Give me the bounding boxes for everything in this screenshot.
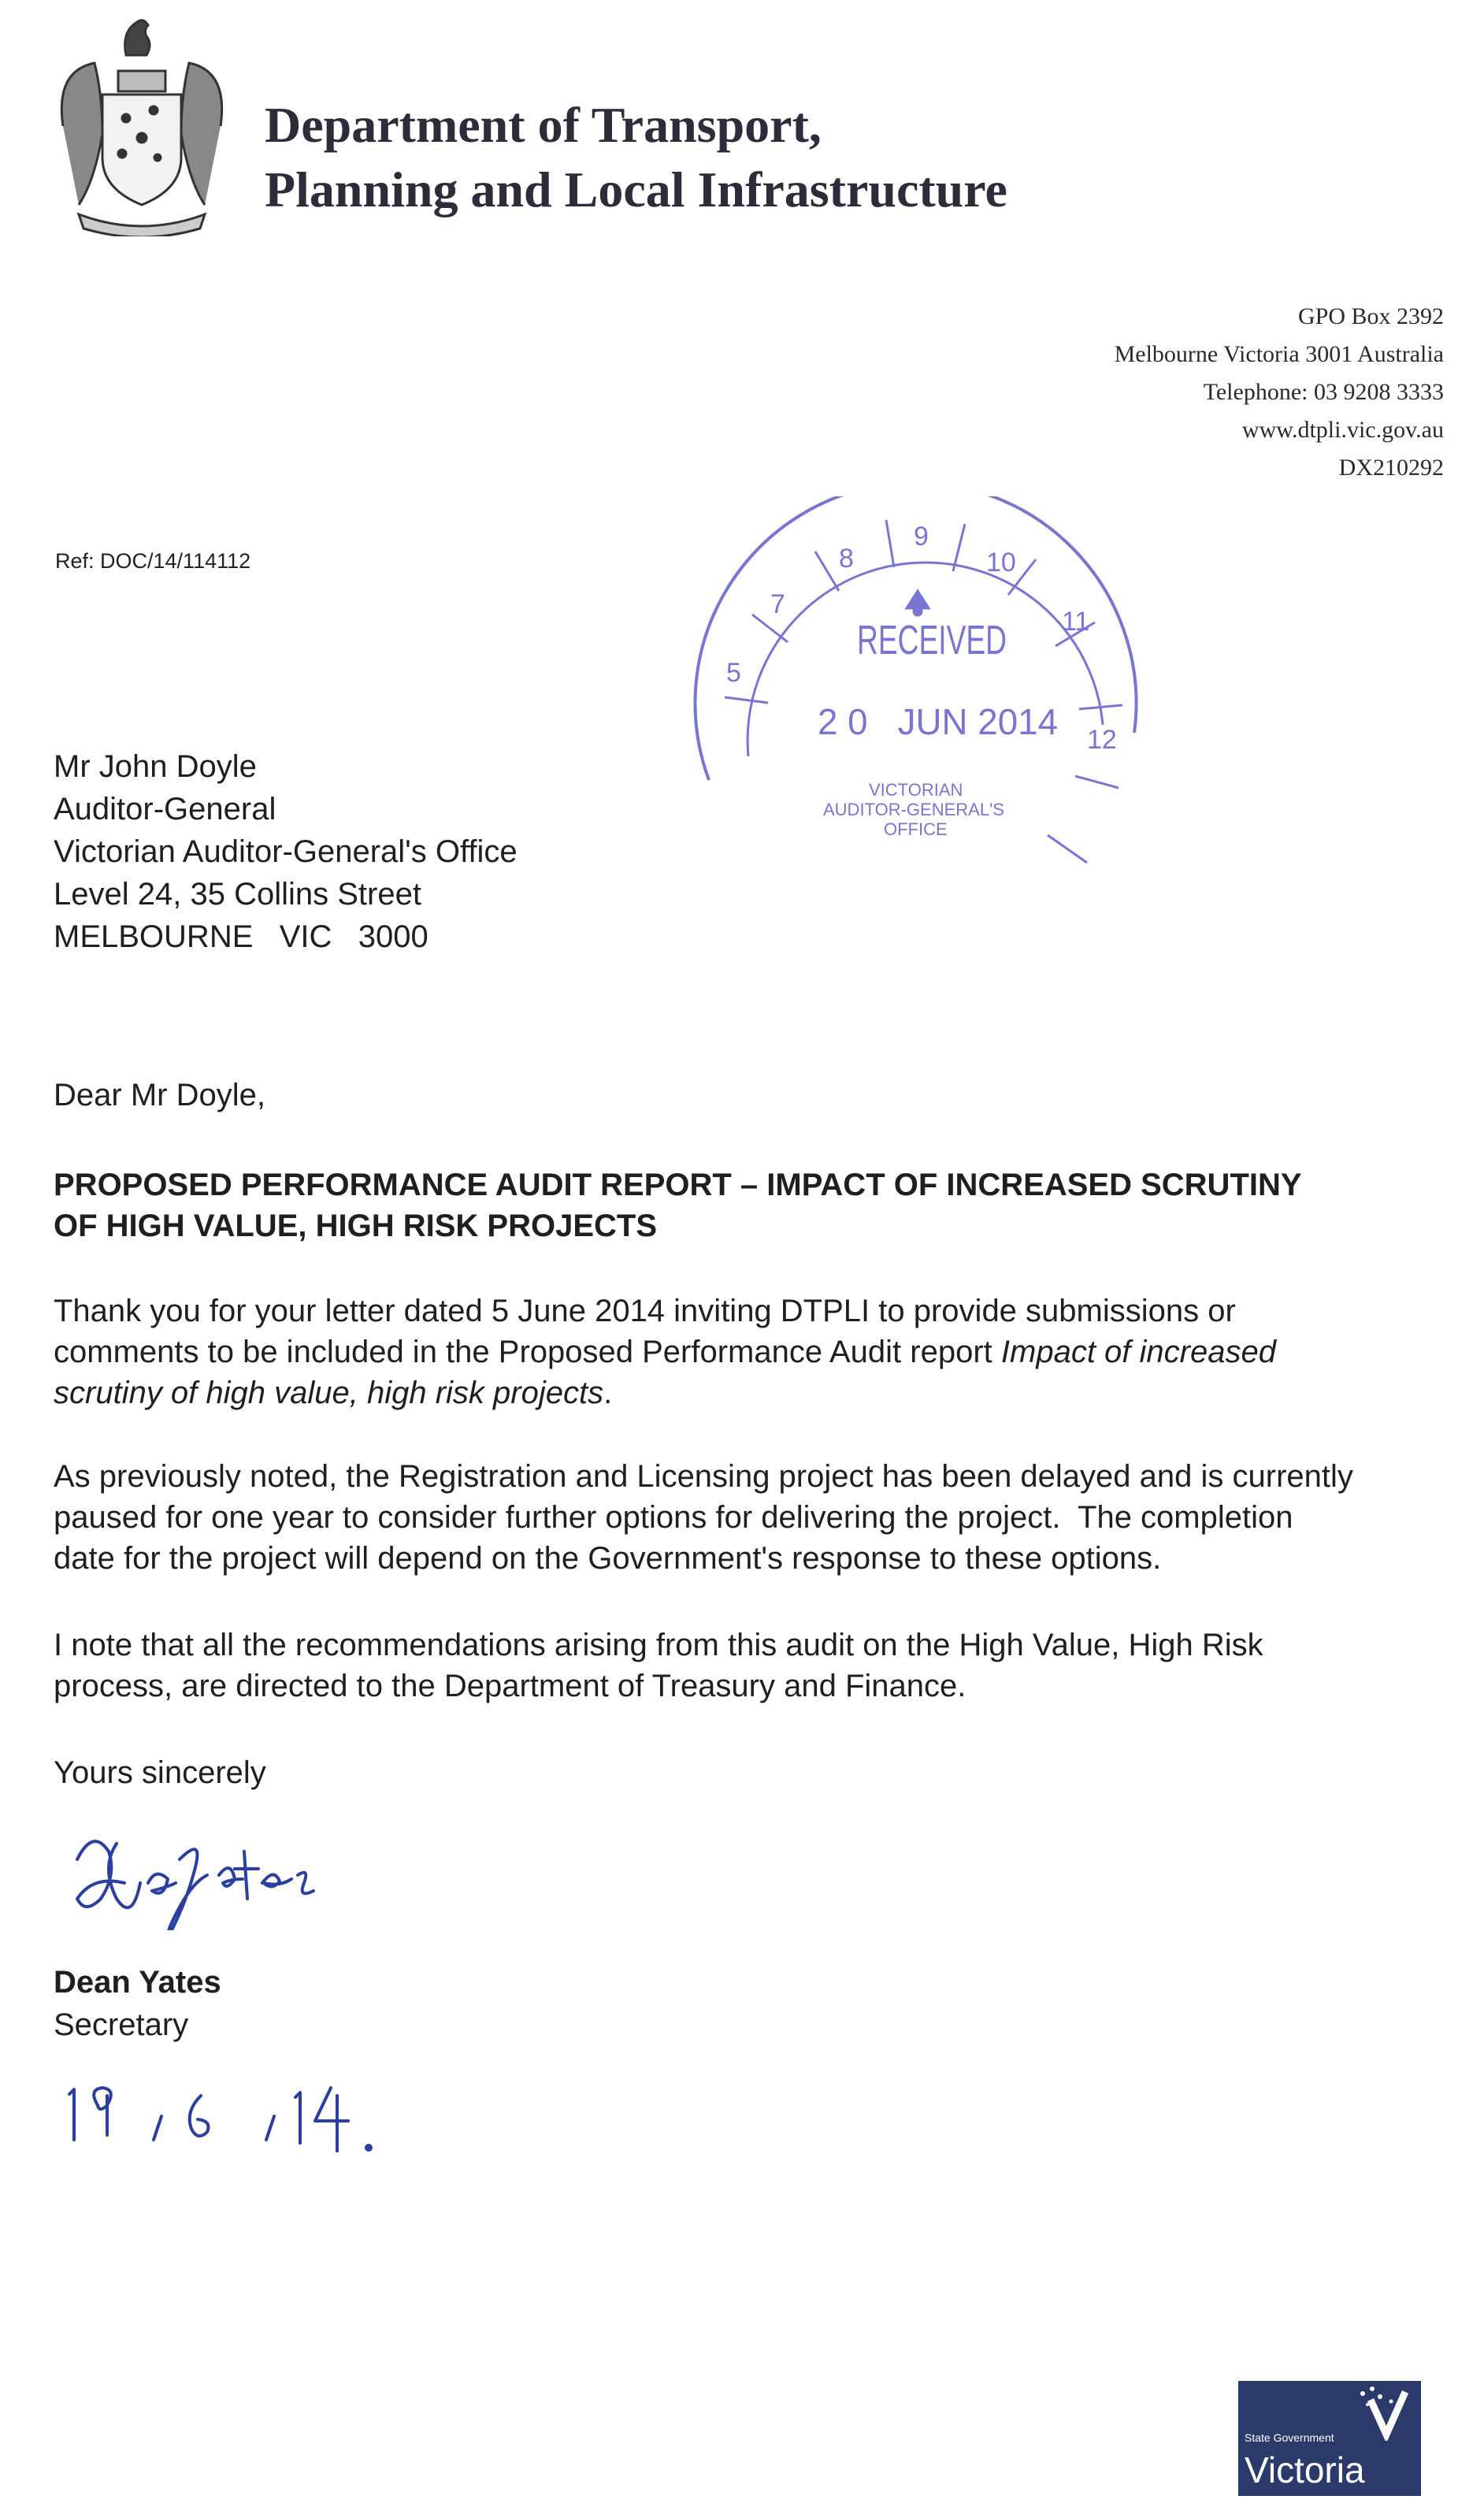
p1-line2: [54, 1331, 1471, 1372]
p1-line2-text: comments to be included in the Proposed Performance Audit report: [54, 1335, 1001, 1369]
p2-line3: date for the project will depend on the Government's response to these options.: [54, 1541, 1162, 1576]
p3-line2: process, are directed to the Department of Treasury and Finance.: [54, 1669, 966, 1703]
stamp-dial-12: 12: [1087, 725, 1117, 755]
contact-dx: DX210292: [1338, 455, 1444, 481]
p1-line3-end: .: [603, 1376, 613, 1410]
received-stamp: [677, 496, 1182, 969]
stamp-date: 2 0 JUN 2014: [818, 701, 1058, 742]
report-title-part1: Impact of increased: [1000, 1335, 1276, 1369]
department-title-line1: Department of Transport,: [265, 97, 822, 153]
p2-line2: paused for one year to consider further options for delivering the project. The completion: [54, 1500, 1293, 1535]
stamp-dial-5: 5: [726, 658, 741, 688]
stamp-received-label: RECEIVED: [857, 618, 1007, 663]
stamp-office-line3: OFFICE: [884, 819, 948, 839]
stamp-dial-8: 8: [839, 544, 854, 574]
reference-number: Ref: DOC/14/114112: [55, 549, 251, 573]
recipient-name: Mr John Doyle: [54, 749, 257, 784]
body-paragraph-1: [54, 1291, 1471, 1413]
victoria-state-government-logo: [1238, 2381, 1421, 2496]
department-title-line2: Planning and Local Infrastructure: [265, 162, 1007, 217]
stamp-dial-9: 9: [914, 522, 929, 552]
contact-website: www.dtpli.vic.gov.au: [1241, 417, 1444, 443]
stamp-dial-7: 7: [770, 589, 785, 619]
recipient-title: Auditor-General: [54, 792, 276, 826]
contact-block: [1115, 298, 1444, 487]
department-title: [265, 93, 1007, 222]
victoria-logo-mark-icon: [1356, 2386, 1412, 2441]
p2-line1: As previously noted, the Registration and Licensing project has been delayed and is currently: [54, 1459, 1353, 1494]
state-government-label: State Government: [1245, 2431, 1334, 2444]
recipient-office: Victorian Auditor-General's Office: [54, 834, 518, 869]
handwritten-signature: [61, 1812, 345, 1930]
recipient-street: Level 24, 35 Collins Street: [54, 877, 421, 912]
signer-title: Secretary: [54, 2007, 189, 2042]
salutation: Dear Mr Doyle,: [54, 1078, 265, 1112]
stamp-office-line1: VICTORIAN: [869, 780, 963, 800]
stamp-dial-11: 11: [1062, 607, 1090, 637]
recipient-address: [54, 745, 518, 958]
body-paragraph-2: [54, 1456, 1471, 1579]
p1-line1: Thank you for your letter dated 5 June 2014 inviting DTPLI to provide submissions or: [54, 1294, 1236, 1328]
victoria-wordmark: Victoria: [1245, 2449, 1365, 2490]
contact-city: Melbourne Victoria 3001 Australia: [1114, 341, 1444, 367]
recipient-city: MELBOURNE VIC 3000: [54, 919, 429, 954]
report-title-part2: scrutiny of high value, high risk projects: [54, 1376, 604, 1410]
stamp-dial-10: 10: [986, 548, 1016, 578]
closing: Yours sincerely: [54, 1755, 266, 1790]
contact-telephone: Telephone: 03 9208 3333: [1203, 379, 1444, 405]
po-box: GPO Box 2392: [1297, 303, 1444, 329]
p3-line1: I note that all the recommendations arising from this audit on the High Value, High Risk: [54, 1628, 1263, 1662]
p1-line3: [54, 1372, 1471, 1413]
body-paragraph-3: [54, 1625, 1471, 1707]
subject-heading: [54, 1164, 1440, 1246]
subject-line2: OF HIGH VALUE, HIGH RISK PROJECTS: [54, 1209, 657, 1243]
subject-line1: PROPOSED PERFORMANCE AUDIT REPORT – IMPACT OF INCREASED SCRUTINY: [54, 1168, 1302, 1202]
coat-of-arms-icon: [47, 8, 236, 236]
handwritten-date: [63, 2072, 425, 2167]
signer-name: Dean Yates: [54, 1965, 221, 2000]
stamp-office-line2: AUDITOR-GENERAL'S: [823, 800, 1004, 819]
